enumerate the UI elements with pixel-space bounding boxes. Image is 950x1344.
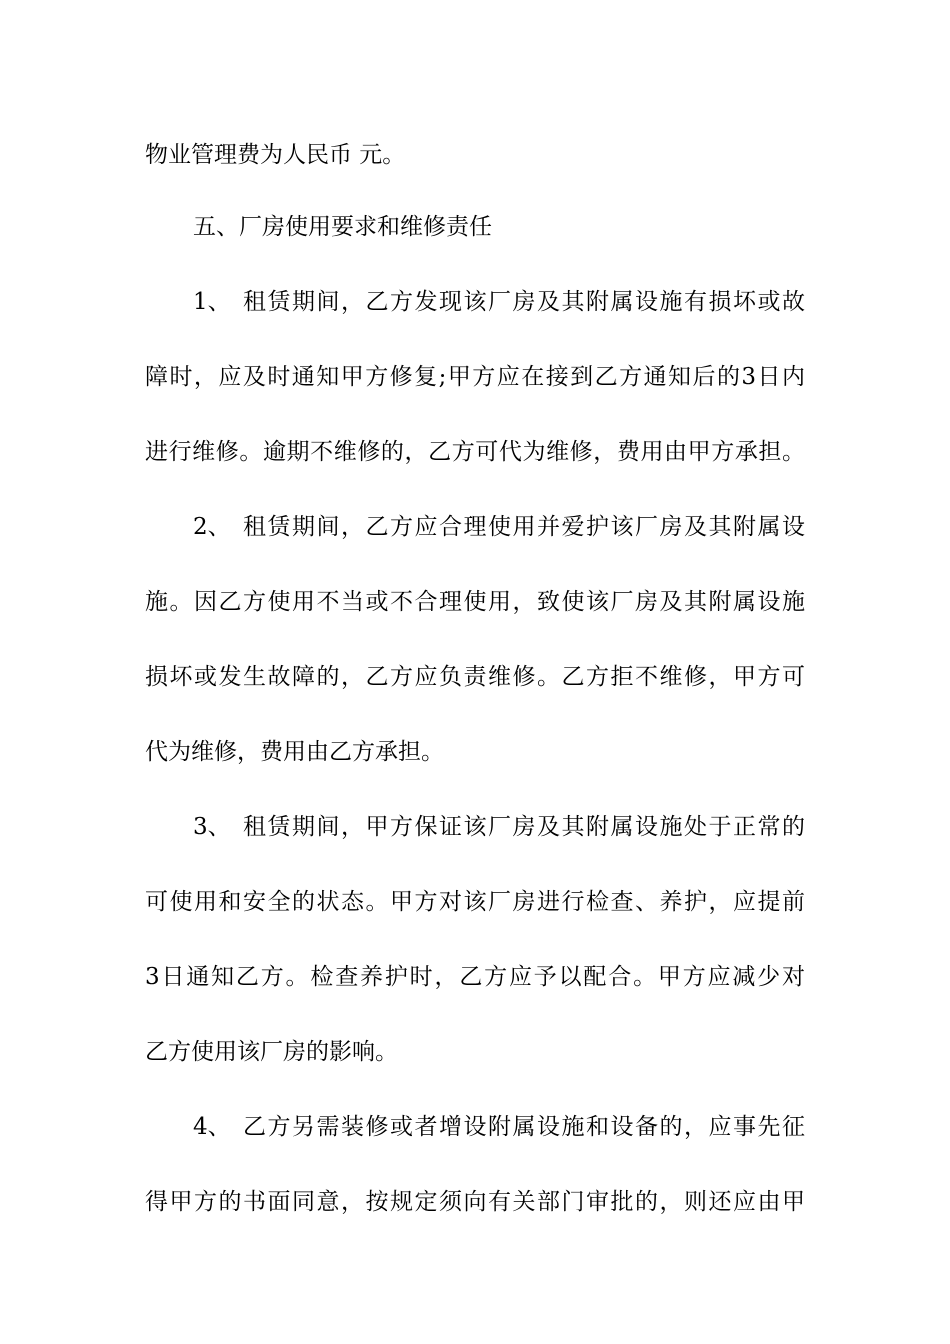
clause-1-line [193, 287, 805, 317]
clause-number: 2、 [193, 514, 231, 540]
clause-number: 3、 [193, 814, 231, 840]
paragraph-line: 进行维修。逾期不维修的，乙方可代为维修，费用由甲方承担。 [145, 439, 805, 465]
paragraph-line: 乙方使用该厂房的影响。 [145, 1039, 398, 1065]
paragraph-line: 得甲方的书面同意，按规定须向有关部门审批的，则还应由甲 [145, 1189, 805, 1215]
paragraph-line: 施。因乙方使用不当或不合理使用，致使该厂房及其附属设施 [145, 589, 805, 615]
clause-text: 乙方另需装修或者增设附属设施和设备的，应事先征 [243, 1114, 805, 1140]
paragraph-line: 代为维修，费用由乙方承担。 [145, 739, 444, 765]
clause-text: 租赁期间，甲方保证该厂房及其附属设施处于正常的 [243, 814, 805, 840]
paragraph-line: 物业管理费为人民币 元。 [145, 142, 406, 168]
clause-2-line [193, 512, 805, 542]
clause-number: 4、 [193, 1114, 231, 1140]
paragraph-line: 3日通知乙方。检查养护时，乙方应予以配合。甲方应减少对 [145, 964, 805, 990]
section-heading: 五、厂房使用要求和维修责任 [193, 214, 492, 240]
clause-4-line [193, 1112, 805, 1142]
paragraph-line: 障时，应及时通知甲方修复;甲方应在接到乙方通知后的3日内 [145, 364, 805, 390]
clause-text: 租赁期间，乙方发现该厂房及其附属设施有损坏或故 [243, 289, 805, 315]
clause-3-line [193, 812, 805, 842]
paragraph-line: 损坏或发生故障的，乙方应负责维修。乙方拒不维修，甲方可 [145, 664, 805, 690]
clause-number: 1、 [193, 289, 231, 315]
paragraph-line: 可使用和安全的状态。甲方对该厂房进行检查、养护，应提前 [145, 889, 805, 915]
clause-text: 租赁期间，乙方应合理使用并爱护该厂房及其附属设 [243, 514, 805, 540]
